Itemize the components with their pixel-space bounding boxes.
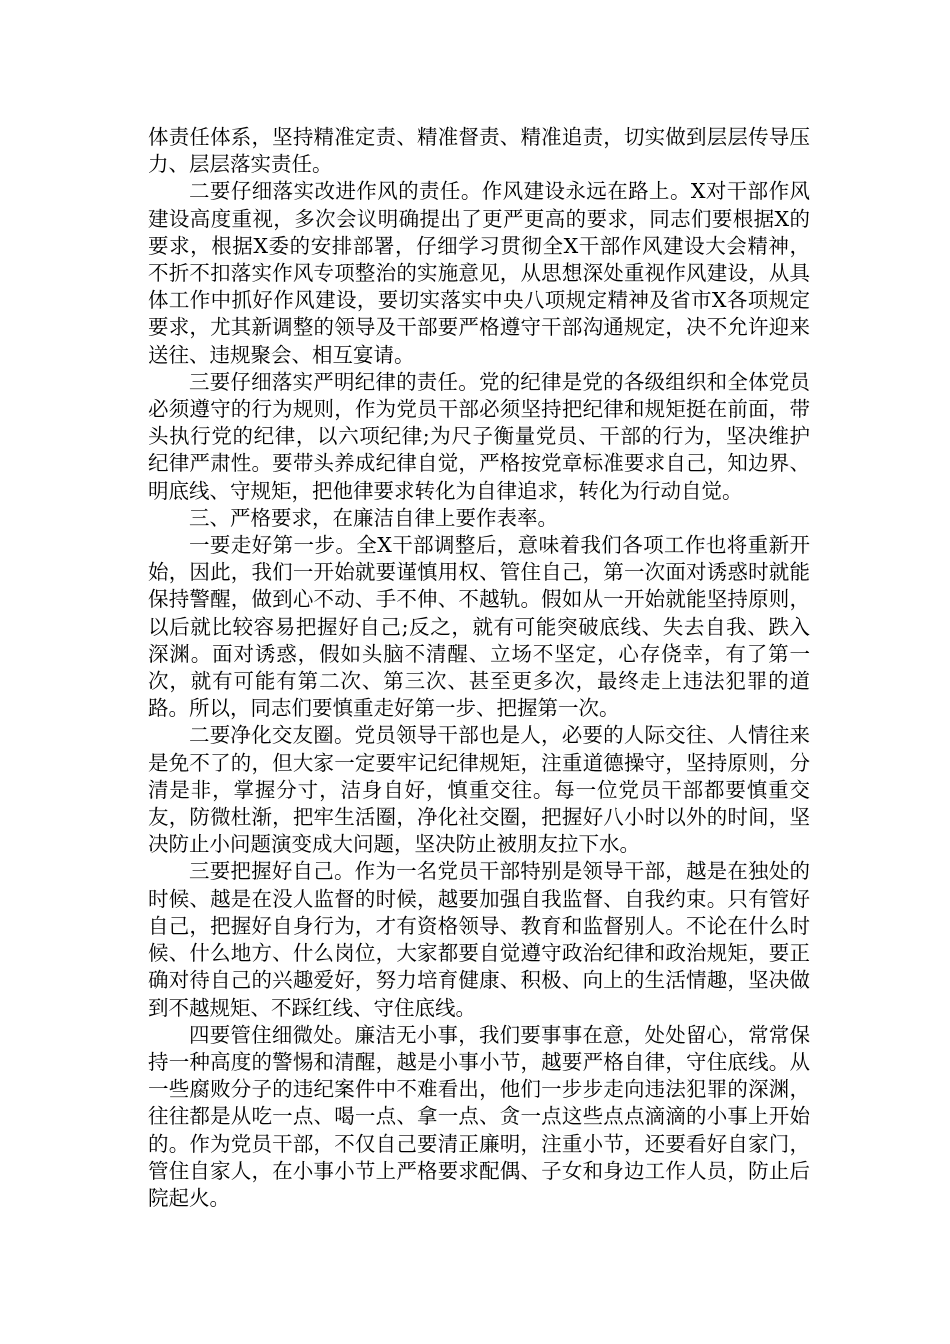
paragraph-2: 二要仔细落实改进作风的责任。作风建设永远在路上。X对干部作风建设高度重视，多次会议明确提出了更严更高的要求，同志们要根据X的要求，根据X委的安排部署，仔细学习贯彻全X干部作风建设大会精神，不折不扣落实作风专项整治的实施意见，从思想深处重视作风建设，从具体工作中抓好作风建设，要切实落实中央八项规定精神及省市X各项规定要求，尤其新调整的领导及干部要严格遵守干部沟通规定，决不允许迎来送往、违规聚会、相互宴请。	[148, 179, 810, 367]
paragraph-6: 三要把握好自己。作为一名党员干部特别是领导干部，越是在独处的时候、越是在没人监督的时候，越要加强自我监督、自我约束。只有管好自己，把握好自身行为，才有资格领导、教育和监督别人。不论在什么时候、什么地方、什么岗位，大家都要自觉遵守政治纪律和政治规矩，要正确对待自己的兴趣爱好，努力培育健康、积极、向上的生活情趣，坚决做到不越规矩、不踩红线、守住底线。	[148, 859, 810, 1020]
document-body	[148, 124, 810, 1212]
paragraph-3: 三要仔细落实严明纪律的责任。党的纪律是党的各级组织和全体党员必须遵守的行为规则，作为党员干部必须坚持把纪律和规矩挺在前面，带头执行党的纪律，以六项纪律;为尺子衡量党员、干部的行为，坚决维护纪律严肃性。要带头养成纪律自觉，严格按党章标准要求自己，知边界、明底线、守规矩，把他律要求转化为自律追求，转化为行动自觉。	[148, 369, 810, 503]
section-heading-3: 三、严格要求，在廉洁自律上要作表率。	[189, 505, 558, 530]
paragraph-4: 一要走好第一步。全X干部调整后，意味着我们各项工作也将重新开始，因此，我们一开始就要谨慎用权、管住自己，第一次面对诱惑时就能保持警醒，做到心不动、手不伸、不越轨。假如从一开始就能坚持原则，以后就比较容易把握好自己;反之，就有可能突破底线、失去自我、跌入深渊。面对诱惑，假如头脑不清醒、立场不坚定，心存侥幸，有了第一次，就有可能有第二次、第三次、甚至更多次，最终走上违法犯罪的道路。所以，同志们要慎重走好第一步、把握第一次。	[148, 533, 810, 721]
paragraph-5: 二要净化交友圈。党员领导干部也是人，必要的人际交往、人情往来是免不了的，但大家一定要牢记纪律规矩，注重道德操守，坚持原则，分清是非，掌握分寸，洁身自好，慎重交往。每一位党员干部都要慎重交友，防微杜渐，把牢生活圈，净化社交圈，把握好八小时以外的时间，坚决防止小问题演变成大问题，坚决防止被朋友拉下水。	[148, 723, 810, 857]
paragraph-7: 四要管住细微处。廉洁无小事，我们要事事在意，处处留心，常常保持一种高度的警惕和清醒，越是小事小节，越要严格自律，守住底线。从一些腐败分子的违纪案件中不难看出，他们一步步走向违法犯罪的深渊，往往都是从吃一点、喝一点、拿一点、贪一点这些点点滴滴的小事上开始的。作为党员干部，不仅自己要清正廉明，注重小节，还要看好自家门，管住自家人，在小事小节上严格要求配偶、子女和身边工作人员，防止后院起火。	[148, 1022, 810, 1210]
paragraph-1: 体责任体系，坚持精准定责、精准督责、精准追责，切实做到层层传导压力、层层落实责任。	[148, 125, 810, 177]
